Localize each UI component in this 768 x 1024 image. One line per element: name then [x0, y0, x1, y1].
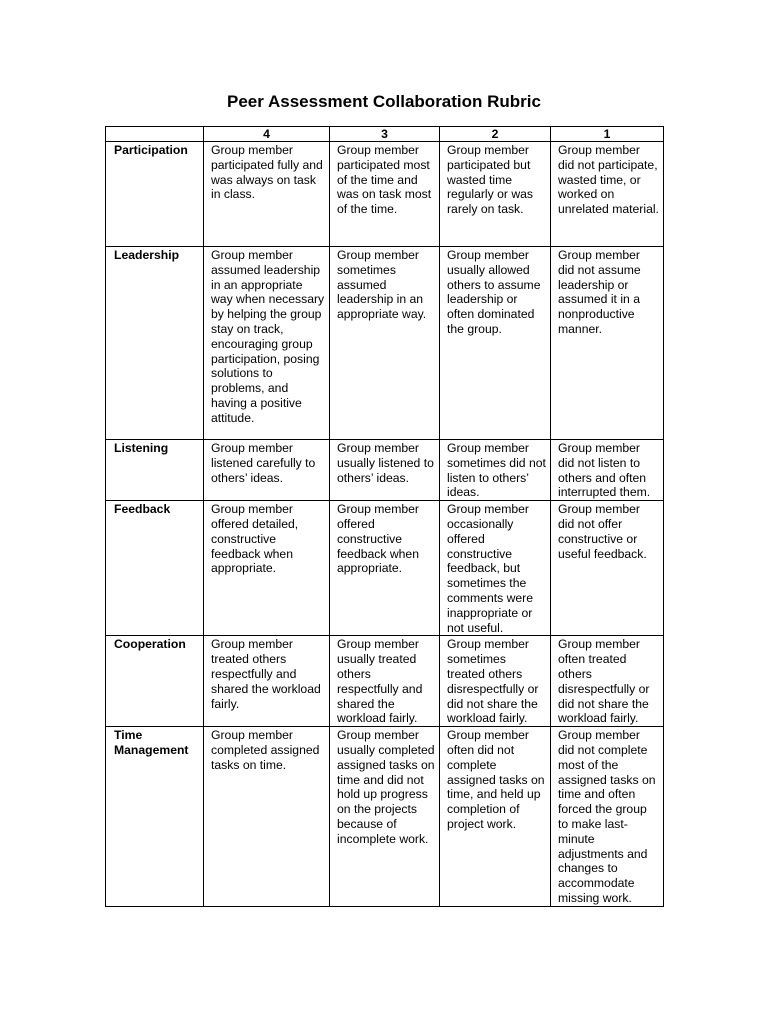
cell-time-management-3: Group member usually completed assigned tasks on time and did not hold up progress on the projects because of incomplete work.	[330, 727, 440, 907]
criterion-listening: Listening	[106, 440, 204, 501]
cell-leadership-1: Group member did not assume leadership or assumed it in a nonproductive manner.	[551, 247, 664, 440]
cell-listening-3: Group member usually listened to others’ ideas.	[330, 440, 440, 501]
header-row	[106, 127, 664, 142]
rubric-table	[105, 126, 664, 907]
header-score-1: 1	[551, 127, 664, 142]
cell-feedback-1: Group member did not offer constructive or useful feedback.	[551, 501, 664, 636]
cell-cooperation-2: Group member sometimes treated others disrespectfully or did not share the workload fairly.	[440, 636, 551, 727]
table-row	[106, 440, 664, 501]
cell-cooperation-1: Group member often treated others disrespectfully or did not share the workload fairly.	[551, 636, 664, 727]
cell-cooperation-3: Group member usually treated others respectfully and shared the workload fairly.	[330, 636, 440, 727]
cell-time-management-4: Group member completed assigned tasks on time.	[204, 727, 330, 907]
table-row	[106, 501, 664, 636]
cell-participation-4: Group member participated fully and was always on task in class.	[204, 142, 330, 247]
header-score-3: 3	[330, 127, 440, 142]
cell-feedback-4: Group member offered detailed, constructive feedback when appropriate.	[204, 501, 330, 636]
header-score-2: 2	[440, 127, 551, 142]
cell-feedback-2: Group member occasionally offered constructive feedback, but sometimes the comments were inappropriate or not useful.	[440, 501, 551, 636]
table-row	[106, 142, 664, 247]
criterion-participation: Participation	[106, 142, 204, 247]
cell-participation-3: Group member participated most of the time and was on task most of the time.	[330, 142, 440, 247]
header-score-4: 4	[204, 127, 330, 142]
header-corner	[106, 127, 204, 142]
page-title: Peer Assessment Collaboration Rubric	[227, 92, 541, 111]
cell-leadership-3: Group member sometimes assumed leadership in an appropriate way.	[330, 247, 440, 440]
criterion-feedback: Feedback	[106, 501, 204, 636]
table-row	[106, 247, 664, 440]
rubric-header	[106, 127, 664, 142]
table-row	[106, 727, 664, 907]
cell-leadership-4: Group member assumed leadership in an appropriate way when necessary by helping the group stay on track, encouraging group participation, posing solutions to problems, and having a positive attitude.	[204, 247, 330, 440]
rubric-body	[106, 142, 664, 907]
cell-time-management-1: Group member did not complete most of the assigned tasks on time and often forced the group to make last-minute adjustments and changes to accommodate missing work.	[551, 727, 664, 907]
cell-time-management-2: Group member often did not complete assigned tasks on time, and held up completion of project work.	[440, 727, 551, 907]
cell-participation-2: Group member participated but wasted time regularly or was rarely on task.	[440, 142, 551, 247]
cell-listening-2: Group member sometimes did not listen to others’ ideas.	[440, 440, 551, 501]
cell-cooperation-4: Group member treated others respectfully and shared the workload fairly.	[204, 636, 330, 727]
cell-participation-1: Group member did not participate, wasted time, or worked on unrelated material.	[551, 142, 664, 247]
criterion-leadership: Leadership	[106, 247, 204, 440]
table-row	[106, 636, 664, 727]
cell-leadership-2: Group member usually allowed others to assume leadership or often dominated the group.	[440, 247, 551, 440]
criterion-time-management: Time Management	[106, 727, 204, 907]
cell-feedback-3: Group member offered constructive feedback when appropriate.	[330, 501, 440, 636]
criterion-cooperation: Cooperation	[106, 636, 204, 727]
cell-listening-4: Group member listened carefully to others’ ideas.	[204, 440, 330, 501]
cell-listening-1: Group member did not listen to others and often interrupted them.	[551, 440, 664, 501]
